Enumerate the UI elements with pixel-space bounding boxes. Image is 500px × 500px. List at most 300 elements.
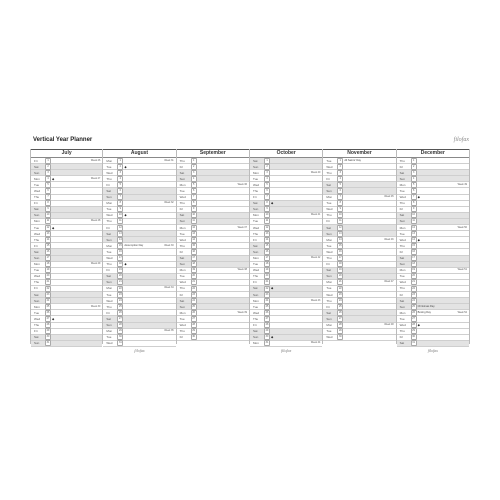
day-number: 1 — [191, 158, 197, 164]
month-column — [30, 149, 103, 344]
day-number: 31 — [265, 341, 269, 345]
week-number: Week 47 — [384, 280, 394, 284]
day-number: 11 — [265, 219, 269, 223]
day-number: 5 — [264, 182, 270, 188]
day-name: Sun — [34, 256, 40, 260]
day-name: Mon — [106, 329, 113, 334]
day-number: 11 — [192, 219, 195, 223]
holiday-label: Christmas Day — [417, 304, 435, 308]
day-row[interactable] — [31, 341, 102, 347]
day-name: Tue — [252, 262, 259, 267]
day-number: 10 — [338, 213, 342, 217]
day-name: Thu — [252, 274, 259, 279]
day-number: 29 — [412, 329, 415, 333]
day-number: 27 — [46, 316, 50, 320]
day-number: 30 — [338, 335, 342, 339]
week-number: Week 48 — [384, 323, 394, 327]
day-name: Wed — [106, 341, 113, 346]
day-number: 29 — [338, 329, 342, 333]
day-name: Sat — [399, 256, 405, 260]
month-name: October — [250, 149, 322, 158]
day-name: Fri — [252, 195, 257, 200]
day-number: 20 — [412, 274, 415, 278]
week-number: Week 46 — [384, 237, 394, 241]
month-column — [177, 149, 250, 344]
day-number: 17 — [192, 256, 195, 260]
day-number: 7 — [117, 194, 123, 200]
day-name: Mon — [326, 237, 333, 242]
day-number: 9 — [411, 206, 417, 212]
day-name: Mon — [252, 256, 259, 260]
day-number: 19 — [192, 268, 195, 272]
day-row[interactable] — [323, 335, 395, 341]
day-number: 7 — [191, 194, 197, 200]
day-number: 1 — [264, 158, 270, 164]
day-name: Thu — [34, 195, 40, 200]
day-number: 26 — [46, 310, 50, 314]
day-name: Sun — [326, 188, 332, 193]
week-number: Week 32 — [164, 201, 174, 205]
day-number: 4 — [191, 176, 197, 182]
day-name: Mon — [399, 268, 406, 273]
day-name: Fri — [399, 249, 404, 254]
day-number: 21 — [338, 280, 342, 284]
day-name: Tue — [252, 176, 259, 181]
footer-brand: filofax — [427, 347, 438, 353]
month-column — [397, 149, 470, 353]
day-name: Fri — [399, 335, 404, 340]
day-name: Sat — [179, 256, 185, 260]
day-number: 25 — [192, 304, 195, 308]
day-name: Sun — [252, 249, 259, 254]
day-number: 16 — [192, 249, 195, 253]
day-number: 25 — [46, 304, 50, 308]
day-name: Sun — [252, 164, 259, 169]
day-number: 27 — [118, 316, 122, 320]
day-name: Tue — [179, 274, 185, 279]
day-name: Thu — [399, 329, 405, 334]
day-name: Sun — [106, 237, 112, 242]
day-name: Sat — [252, 243, 258, 248]
day-number: 5 — [191, 182, 197, 188]
day-number: 13 — [338, 231, 342, 235]
day-name: Thu — [34, 323, 40, 328]
moon-phase-icon: ◆ — [52, 176, 55, 181]
day-number: 18 — [338, 262, 342, 266]
month-column — [250, 149, 323, 353]
day-name: Thu — [179, 329, 185, 334]
day-number: 20 — [265, 274, 269, 278]
week-number: Week 44 — [310, 341, 321, 345]
day-number: 12 — [118, 225, 122, 229]
day-number: 28 — [118, 323, 122, 327]
day-name: Thu — [252, 316, 259, 321]
day-number: 6 — [117, 188, 123, 194]
day-number: 9 — [264, 206, 270, 212]
day-name: Thu — [179, 158, 185, 163]
day-name: Tue — [106, 335, 112, 340]
day-number: 19 — [46, 268, 50, 272]
day-number: 29 — [46, 329, 50, 333]
day-name: Mon — [179, 225, 186, 230]
day-number: 6 — [337, 188, 343, 194]
day-name: Sat — [34, 249, 39, 254]
week-number: Week 37 — [237, 225, 247, 229]
day-number: 23 — [46, 292, 50, 296]
day-number: 5 — [45, 182, 51, 188]
day-name: Thu — [399, 158, 405, 163]
week-number: Week 49 — [457, 182, 467, 186]
day-name: Sun — [399, 304, 405, 309]
month-columns — [30, 149, 470, 353]
day-name: Tue — [179, 231, 185, 236]
day-name: Wed — [34, 274, 41, 279]
day-number: 22 — [46, 286, 50, 290]
day-number: 15 — [265, 243, 269, 247]
day-name: Sun — [399, 262, 405, 267]
day-number: 11 — [412, 219, 415, 223]
day-number: 8 — [45, 200, 51, 206]
day-number: 8 — [337, 200, 343, 206]
day-number: 30 — [192, 335, 195, 339]
month-name: July — [31, 149, 102, 158]
day-name: Sat — [252, 158, 258, 163]
day-number: 16 — [338, 249, 342, 253]
day-number: 23 — [412, 292, 415, 296]
day-name: Thu — [326, 213, 332, 218]
day-number: 26 — [192, 310, 195, 314]
day-name: Tue — [252, 219, 259, 224]
week-number: Week 35 — [164, 329, 174, 333]
day-number: 5 — [411, 182, 417, 188]
day-number: 13 — [46, 231, 50, 235]
moon-phase-icon: ◆ — [417, 323, 420, 328]
week-number: Week 33 — [164, 243, 174, 247]
moon-phase-icon: ◆ — [417, 195, 420, 200]
day-name: Sat — [106, 316, 111, 321]
month-name: August — [103, 149, 175, 158]
day-number: 21 — [46, 280, 50, 284]
day-name: Fri — [34, 243, 38, 248]
week-number: Week 36 — [237, 182, 247, 186]
day-name: Sat — [179, 170, 185, 175]
day-name: Tue — [179, 316, 185, 321]
day-name: Mon — [252, 341, 259, 346]
day-number: 17 — [412, 256, 415, 260]
day-number: 16 — [265, 249, 269, 253]
day-name: Sat — [252, 286, 258, 291]
week-number: Week 39 — [237, 310, 247, 314]
day-number: 24 — [338, 298, 342, 302]
day-name: Thu — [399, 286, 405, 291]
day-name: Wed — [252, 310, 260, 315]
day-number: 16 — [118, 249, 122, 253]
day-number: 3 — [45, 170, 51, 176]
day-name: Mon — [399, 182, 406, 187]
day-name: Mon — [179, 310, 186, 315]
day-name: Tue — [179, 188, 185, 193]
day-number: 4 — [45, 176, 51, 182]
day-number: 12 — [265, 225, 269, 229]
planner-title: Vertical Year Planner — [33, 137, 93, 143]
day-number: 14 — [265, 237, 269, 241]
day-name: Sun — [252, 207, 259, 212]
day-name: Sun — [106, 323, 112, 328]
week-number: Week 40 — [310, 170, 321, 174]
day-number: 13 — [192, 231, 195, 235]
day-name: Sun — [179, 219, 185, 224]
day-number: 2 — [117, 164, 123, 170]
day-number: 31 — [412, 341, 415, 345]
day-number: 15 — [412, 243, 415, 247]
day-name: Fri — [399, 207, 404, 212]
day-name: Mon — [399, 310, 406, 315]
day-name: Fri — [179, 292, 184, 297]
day-number: 23 — [265, 292, 269, 296]
day-number: 13 — [265, 231, 269, 235]
day-number: 29 — [118, 329, 122, 333]
day-name: Fri — [179, 335, 184, 340]
day-number: 15 — [46, 243, 50, 247]
day-name: Thu — [106, 219, 112, 224]
day-number: 8 — [117, 200, 123, 206]
day-number: 31 — [118, 341, 122, 345]
day-name: Mon — [106, 286, 113, 291]
day-name: Tue — [399, 188, 405, 193]
day-name: Mon — [326, 195, 333, 200]
day-name: Sun — [326, 274, 332, 279]
day-number: 4 — [337, 176, 343, 182]
day-number: 7 — [337, 194, 343, 200]
day-name: Thu — [179, 286, 185, 291]
day-row[interactable] — [103, 341, 175, 347]
day-number: 2 — [191, 164, 197, 170]
holiday-label: All Saints' Day — [344, 158, 361, 162]
week-number: Week 51 — [457, 268, 467, 272]
day-name: Sat — [179, 213, 185, 218]
day-number: 14 — [192, 237, 195, 241]
day-number: 14 — [118, 237, 122, 241]
day-number: 24 — [412, 298, 415, 302]
day-name: Mon — [179, 182, 186, 187]
day-number: 28 — [192, 323, 195, 327]
day-name: Mon — [326, 280, 333, 285]
day-name: Sat — [326, 225, 331, 230]
day-name: Sat — [34, 207, 39, 212]
day-number: 17 — [338, 256, 342, 260]
day-name: Wed — [106, 170, 113, 175]
day-number: 1 — [45, 158, 51, 164]
day-name: Sat — [34, 292, 39, 297]
day-name: Tue — [326, 201, 332, 206]
day-name: Mon — [399, 225, 406, 230]
day-name: Mon — [252, 298, 259, 303]
day-name: Thu — [252, 231, 259, 236]
day-number: 14 — [338, 237, 342, 241]
day-name: Sat — [326, 310, 331, 315]
day-number: 5 — [337, 182, 343, 188]
day-name: Sun — [326, 316, 332, 321]
day-number: 18 — [412, 262, 415, 266]
day-name: Wed — [399, 195, 406, 200]
day-name: Wed — [34, 316, 41, 321]
day-number: 9 — [117, 206, 123, 212]
moon-phase-icon: ◆ — [270, 286, 274, 291]
day-number: 10 — [118, 213, 122, 217]
day-name: Fri — [106, 310, 110, 315]
day-number: 3 — [411, 170, 417, 176]
day-number: 3 — [191, 170, 197, 176]
day-number: 20 — [338, 274, 342, 278]
day-number: 3 — [337, 170, 343, 176]
day-name: Fri — [326, 262, 330, 267]
day-name: Thu — [326, 256, 332, 260]
day-number: 7 — [411, 194, 417, 200]
day-number: 29 — [192, 329, 195, 333]
week-number: Week 50 — [457, 225, 467, 229]
day-number: 24 — [265, 298, 269, 302]
day-name: Wed — [326, 164, 333, 169]
day-name: Sun — [252, 292, 259, 297]
day-number: 21 — [412, 280, 415, 284]
day-number: 19 — [265, 268, 269, 272]
day-number: 8 — [264, 200, 270, 206]
week-number: Week 43 — [310, 298, 321, 302]
day-name: Wed — [252, 225, 260, 230]
day-name: Fri — [326, 176, 330, 181]
day-number: 16 — [412, 249, 415, 253]
brand-logo: filofax — [453, 137, 469, 143]
day-name: Fri — [179, 207, 184, 212]
day-number: 26 — [338, 310, 342, 314]
day-name: Sat — [252, 201, 258, 206]
day-number: 30 — [412, 335, 415, 339]
day-number: 22 — [118, 286, 122, 290]
day-number: 30 — [265, 335, 269, 339]
day-name: Sat — [399, 298, 405, 303]
day-number: 8 — [411, 200, 417, 206]
day-name: Tue — [106, 207, 112, 212]
day-number: 21 — [265, 280, 269, 284]
day-name: Fri — [399, 164, 404, 169]
day-name: Tue — [326, 329, 332, 334]
week-number: Week 27 — [90, 176, 101, 180]
day-name: Thu — [106, 262, 112, 267]
week-number: Week 38 — [237, 268, 247, 272]
day-number: 23 — [118, 292, 122, 296]
day-name: Fri — [179, 164, 184, 169]
day-name: Fri — [399, 292, 404, 297]
day-number: 6 — [411, 188, 417, 194]
day-name: Mon — [106, 158, 113, 163]
day-name: Sun — [326, 231, 332, 236]
month-name: September — [177, 149, 249, 158]
day-number: 28 — [338, 323, 342, 327]
day-number: 22 — [412, 286, 415, 290]
day-name: Mon — [326, 323, 333, 328]
day-number: 25 — [118, 304, 122, 308]
day-number: 27 — [412, 316, 415, 320]
day-number: 10 — [265, 213, 269, 217]
day-number: 7 — [45, 194, 51, 200]
day-name: Wed — [179, 323, 186, 328]
day-name: Sun — [34, 213, 40, 218]
footer-brand: filofax — [134, 347, 145, 353]
footer-brand: filofax — [281, 347, 292, 353]
day-name: Tue — [326, 286, 332, 291]
day-name: Mon — [34, 176, 40, 181]
day-name: Mon — [252, 170, 259, 175]
day-name: Sat — [252, 329, 258, 334]
day-name: Fri — [252, 280, 257, 285]
day-number: 28 — [46, 323, 50, 327]
holiday-label: Assumption Day — [124, 243, 144, 247]
day-number: 15 — [118, 243, 122, 247]
day-number: 11 — [46, 219, 50, 223]
day-number: 10 — [412, 213, 415, 217]
day-name: Fri — [34, 329, 38, 334]
day-number: 13 — [118, 231, 122, 235]
day-name: Wed — [326, 292, 333, 297]
week-number: Week 28 — [90, 219, 101, 223]
day-row[interactable] — [250, 341, 322, 347]
day-name: Mon — [252, 213, 259, 218]
month-column — [323, 149, 396, 344]
day-name: Sat — [399, 341, 405, 346]
day-name: Wed — [399, 323, 406, 328]
day-name: Wed — [106, 298, 113, 303]
day-number: 18 — [46, 262, 50, 266]
day-number: 23 — [192, 292, 195, 296]
day-name: Mon — [106, 243, 113, 248]
day-name: Sat — [106, 274, 111, 279]
day-name: Fri — [34, 158, 38, 163]
day-number: 27 — [192, 316, 195, 320]
day-name: Sat — [399, 213, 405, 218]
day-row[interactable] — [397, 341, 469, 347]
day-name: Thu — [179, 201, 185, 206]
day-name: Wed — [34, 231, 41, 236]
day-name: Sun — [34, 341, 40, 346]
week-number: Week 26 — [90, 158, 101, 162]
day-number: 2 — [411, 164, 417, 170]
day-number: 2 — [337, 164, 343, 170]
day-number: 5 — [117, 182, 123, 188]
week-number: Week 31 — [164, 158, 174, 162]
day-number: 24 — [192, 298, 195, 302]
day-number: 12 — [46, 225, 50, 229]
day-name: Wed — [326, 335, 333, 340]
day-number: 3 — [117, 170, 123, 176]
day-number: 30 — [118, 335, 122, 339]
day-name: Thu — [106, 304, 112, 309]
day-number: 26 — [265, 310, 269, 314]
day-row[interactable] — [177, 335, 249, 341]
day-name: Fri — [106, 268, 110, 273]
day-name: Wed — [179, 195, 186, 200]
day-name: Fri — [106, 225, 110, 230]
day-name: Wed — [326, 249, 333, 254]
day-number: 19 — [412, 268, 415, 272]
day-number: 15 — [338, 243, 342, 247]
day-name: Thu — [106, 176, 112, 181]
day-name: Tue — [326, 243, 332, 248]
day-name: Thu — [399, 201, 405, 206]
day-name: Wed — [34, 188, 41, 193]
day-number: 18 — [265, 262, 269, 266]
day-name: Sun — [34, 170, 40, 175]
day-number: 1 — [411, 158, 417, 164]
